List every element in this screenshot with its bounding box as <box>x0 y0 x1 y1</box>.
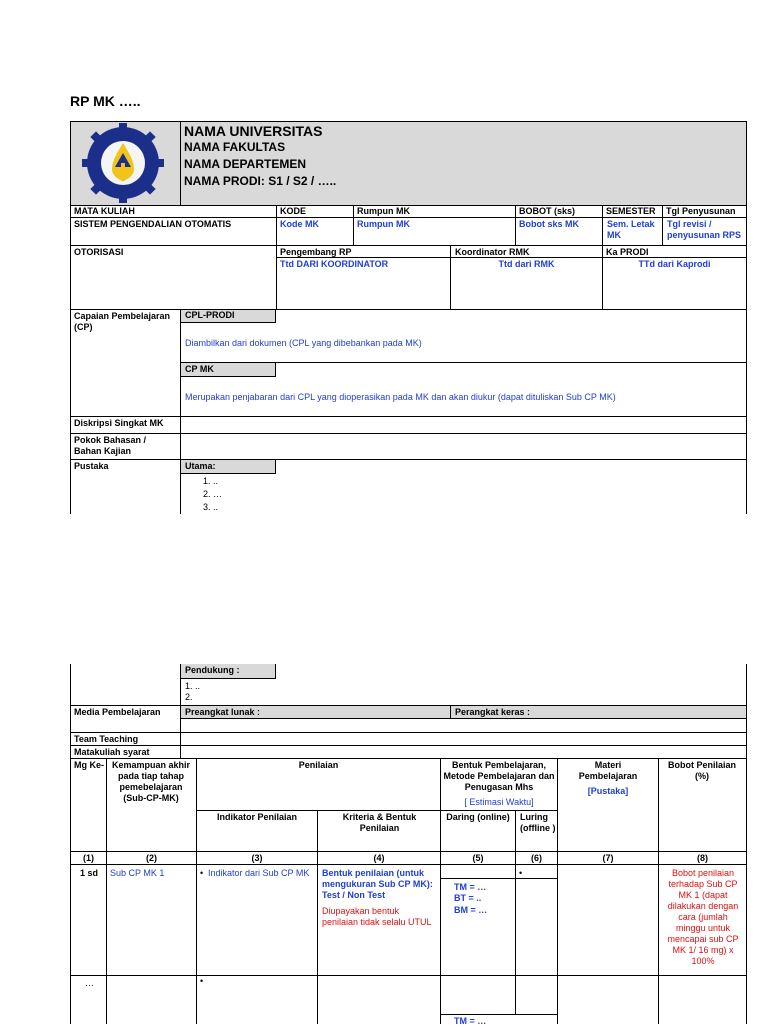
media-label: Media Pembelajaran <box>74 707 161 717</box>
koordinator-value: Ttd dari RMK <box>498 259 555 269</box>
team-label: Team Teaching <box>74 734 139 744</box>
col-estimasi-header: [ Estimasi Waktu] <box>464 797 534 807</box>
department-name: NAMA DEPARTEMEN <box>184 157 306 171</box>
col-bobot-header: Bobot Penilaian (%) <box>667 760 736 781</box>
header-band <box>70 121 746 205</box>
semester-value: Sem. Letak MK <box>607 219 655 240</box>
pendukung-item-1: 1. .. <box>185 681 201 691</box>
kaprodi-header: Ka PRODI <box>606 247 649 257</box>
col-num-1: (1) <box>83 853 94 863</box>
col-bentuk-header: Bentuk Pembelajaran, Metode Pembelajaran dan Penugasan Mhs <box>443 760 555 792</box>
pokok-label: Pokok Bahasan / Bahan Kajian <box>74 435 147 456</box>
lunak-label: Preangkat lunak : <box>185 707 261 717</box>
otorisasi-label: OTORISASI <box>74 247 124 257</box>
bobot-header: BOBOT (sks) <box>519 206 576 216</box>
row1-indikator-bullet: • <box>200 868 204 878</box>
col-kriteria-header: Kriteria & Bentuk Penilaian <box>342 812 417 833</box>
row2-tm: TM = … <box>454 1016 487 1026</box>
col-kemampuan-header: Kemampuan akhir pada tiap tahap pemebelajaran (Sub-CP-MK) <box>111 760 191 803</box>
col-num-8: (8) <box>697 853 708 863</box>
col-penilaian-header: Penilaian <box>298 760 339 770</box>
pustaka-item-2: 2. … <box>203 489 223 499</box>
tgl-header: Tgl Penyusunan <box>666 206 736 216</box>
utama-label: Utama: <box>185 461 216 471</box>
faculty-name: NAMA FAKULTAS <box>184 140 286 154</box>
university-logo-icon <box>82 123 164 203</box>
mk-value: SISTEM PENGENDALIAN OTOMATIS <box>74 219 232 229</box>
col-num-2: (2) <box>146 853 157 863</box>
col-num-4: (4) <box>373 853 385 863</box>
row1-kriteria-note: Diupayakan bentuk penilaian tidak selalu UTUL <box>322 906 432 927</box>
row1-bm: BM = … <box>454 905 488 915</box>
syarat-label: Matakuliah syarat <box>74 747 150 757</box>
cp-label: Capaian Pembelajaran (CP) <box>74 311 171 332</box>
row1-indikator: Indikator dari Sub CP MK <box>208 868 310 878</box>
row1-kriteria-bentuk: Bentuk penilaian (untuk mengukuran Sub CP MK): Test / Non Test <box>322 868 433 900</box>
kode-header: KODE <box>280 206 307 216</box>
cpmk-text: Merupakan penjabaran dari CPL yang dioperasikan pada MK dan akan diukur (dapat dituliskan Sub CP MK) <box>185 392 616 402</box>
col-materi-header: Materi Pembelajaran <box>578 760 638 781</box>
cpl-text: Diambilkan dari dokumen (CPL yang dibebankan pada MK) <box>185 338 422 348</box>
keras-label: Perangkat keras : <box>455 707 531 717</box>
kode-value: Kode MK <box>280 219 319 229</box>
col-num-7: (7) <box>602 853 614 863</box>
pustaka-item-1: 1. .. <box>203 476 219 486</box>
university-name: NAMA UNIVERSITAS <box>184 123 323 139</box>
col-indikator-header: Indikator Penilaian <box>216 812 298 822</box>
row1-mg: 1 sd <box>80 868 99 878</box>
col-pustaka-header: [Pustaka] <box>587 786 629 796</box>
prodi-name: NAMA PRODI: S1 / S2 / ….. <box>184 174 337 188</box>
row1-bt: BT = .. <box>454 893 482 903</box>
row2-indikator-bullet: • <box>200 976 204 986</box>
doc-title: RP MK ….. <box>70 93 141 109</box>
col-num-6: (6) <box>531 853 542 863</box>
mk-header: MATA KULIAH <box>74 206 135 216</box>
pengembang-header: Pengembang RP <box>280 247 352 257</box>
koordinator-header: Koordinator RMK <box>455 247 530 257</box>
col-num-3: (3) <box>251 853 263 863</box>
rumpun-header: Rumpun MK <box>357 206 410 216</box>
rumpun-value: Rumpun MK <box>357 219 410 229</box>
pendukung-item-2: 2. <box>185 692 193 702</box>
row2-mg: … <box>85 978 94 988</box>
col-luring-header: Luring (offline ) <box>520 812 556 833</box>
col-mg-header: Mg Ke- <box>74 760 104 770</box>
cpmk-label: CP MK <box>185 364 214 374</box>
pengembang-value: Ttd DARI KOORDINATOR <box>280 259 389 269</box>
row1-luring-bullet: • <box>519 868 523 878</box>
bobot-value: Bobot sks MK <box>519 219 580 229</box>
cpl-label: CPL-PRODI <box>185 310 235 320</box>
col-daring-header: Daring (online) <box>446 812 510 822</box>
pendukung-label: Pendukung : <box>185 665 240 675</box>
row1-bobot: Bobot penilaian terhadap Sub CP MK 1 (dapat dilakukan dengan cara (jumlah minggu untuk mencapai sub CP MK 1/ 16 mg) x 100% <box>667 868 739 966</box>
deskripsi-label: Diskripsi Singkat MK <box>74 418 164 428</box>
pustaka-item-3: 3. .. <box>203 502 219 512</box>
row1-tm: TM = … <box>454 882 487 892</box>
row1-subcpmk: Sub CP MK 1 <box>110 868 165 878</box>
semester-header: SEMESTER <box>606 206 656 216</box>
kaprodi-value: TTd dari Kaprodi <box>638 259 711 269</box>
pustaka-label: Pustaka <box>74 461 109 471</box>
col-num-5: (5) <box>472 853 484 863</box>
tgl-value: Tgl revisi / penyusunan RPS <box>667 219 742 240</box>
